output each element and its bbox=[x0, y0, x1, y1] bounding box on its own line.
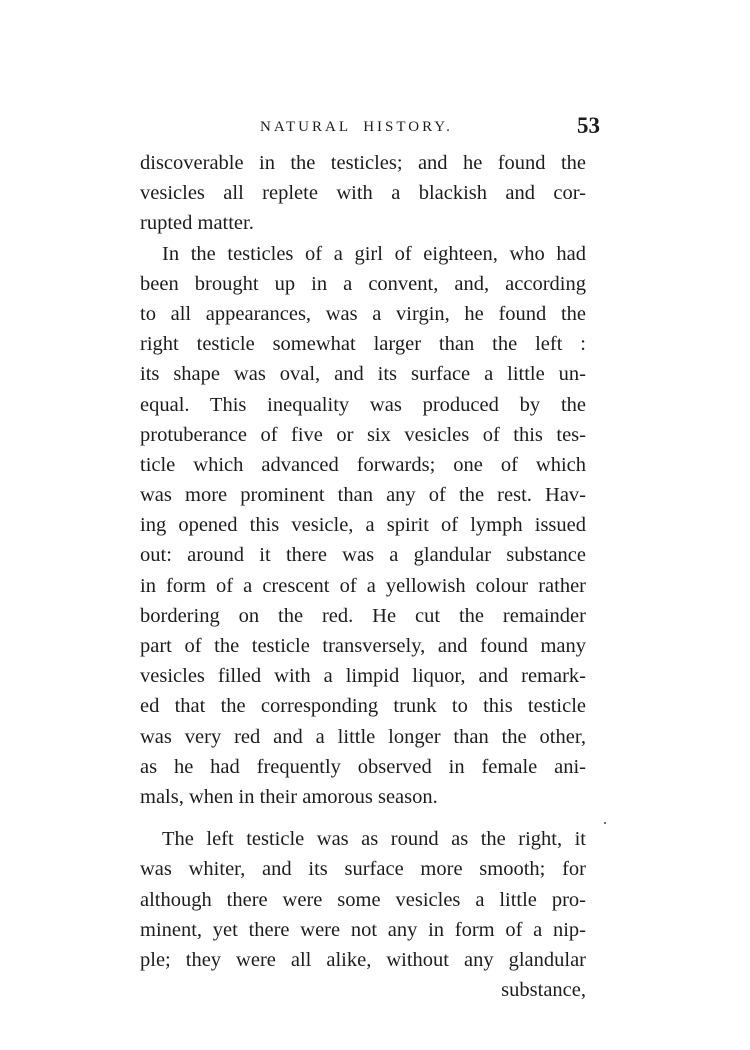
text-line: was very red and a little longer than the other, bbox=[140, 725, 586, 748]
text-line: The left testicle was as round as the right, it bbox=[162, 828, 586, 851]
text-line: vesicles all replete with a blackish and cor- bbox=[140, 182, 586, 205]
text-line: right testicle somewhat larger than the left : bbox=[140, 333, 586, 356]
body-text bbox=[140, 148, 586, 1005]
text-line: in form of a crescent of a yellowish colour rather bbox=[140, 574, 586, 597]
text-line: ple; they were all alike, without any glandular bbox=[140, 948, 586, 971]
text-line: mals, when in their amorous season. bbox=[140, 785, 438, 808]
text-line: rupted matter. bbox=[140, 212, 254, 235]
text-line: ed that the corresponding trunk to this testicle bbox=[140, 695, 586, 718]
catchword: substance, bbox=[501, 979, 586, 1002]
running-head bbox=[138, 113, 600, 143]
text-line: its shape was oval, and its surface a little un- bbox=[140, 363, 586, 386]
text-line: out: around it there was a glandular substance bbox=[140, 544, 586, 567]
text-line: part of the testicle transversely, and found many bbox=[140, 635, 586, 657]
text-line: discoverable in the testicles; and he found the bbox=[140, 152, 586, 174]
text-line: bordering on the red. He cut the remainder bbox=[140, 604, 586, 627]
text-line: protuberance of five or six vesicles of this tes- bbox=[140, 423, 586, 446]
running-title: NATURAL HISTORY. bbox=[260, 119, 453, 135]
ink-speck bbox=[604, 822, 606, 824]
paragraph-gap bbox=[140, 812, 586, 824]
text-line: vesicles filled with a limpid liquor, and remark- bbox=[140, 665, 586, 688]
text-line: to all appearances, was a virgin, he found the bbox=[140, 302, 586, 325]
text-line: although there were some vesicles a little pro- bbox=[140, 888, 586, 911]
page-number: 53 bbox=[577, 113, 600, 138]
text-line: was more prominent than any of the rest. Hav- bbox=[140, 484, 586, 507]
text-line: ticle which advanced forwards; one of which bbox=[140, 453, 586, 476]
text-line: was whiter, and its surface more smooth; for bbox=[140, 858, 586, 881]
text-line: minent, yet there were not any in form of a nip- bbox=[140, 918, 586, 941]
text-line: as he had frequently observed in female ani- bbox=[140, 755, 586, 778]
text-line: ing opened this vesicle, a spirit of lymph issued bbox=[140, 514, 586, 537]
text-line: In the testicles of a girl of eighteen, who had bbox=[162, 242, 586, 265]
text-line: equal. This inequality was produced by the bbox=[140, 393, 586, 416]
text-line: been brought up in a convent, and, according bbox=[140, 272, 586, 295]
